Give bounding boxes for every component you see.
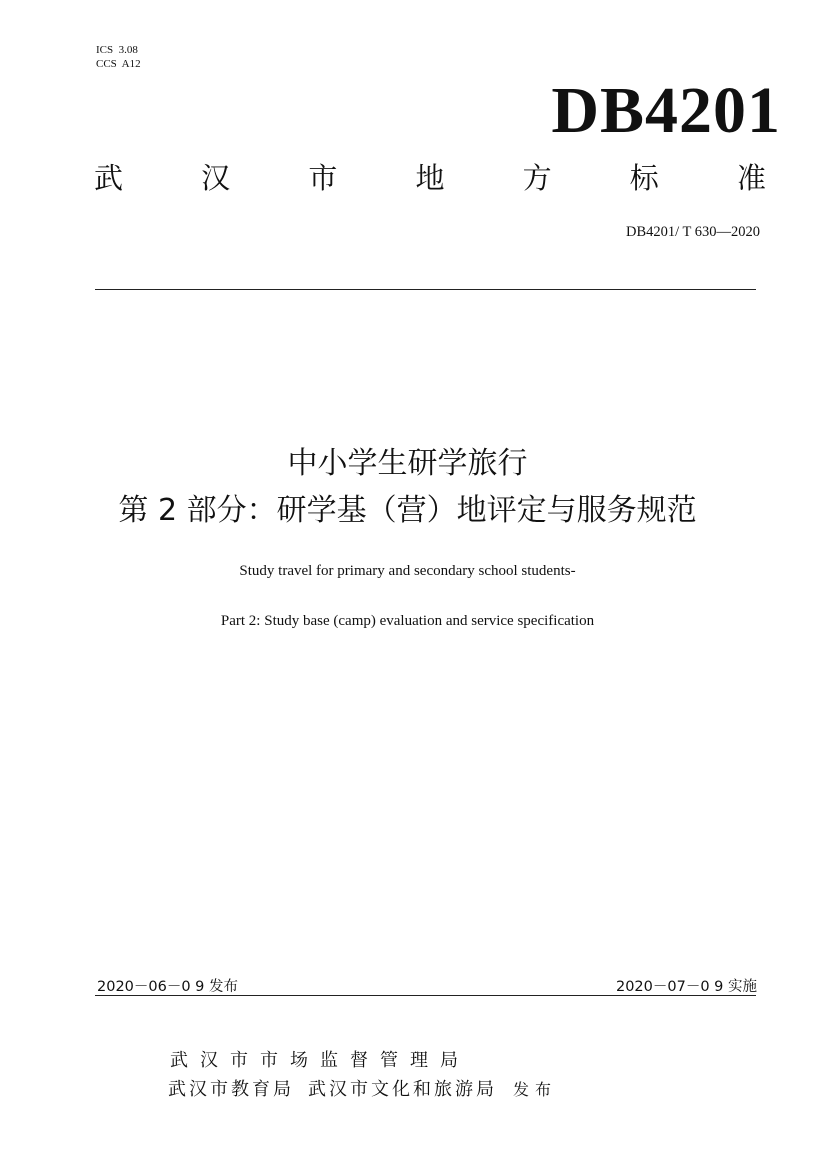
issuing-authority-2: 武汉市教育局 bbox=[168, 1079, 294, 1100]
english-title-line-1: Study travel for primary and secondary school students- bbox=[239, 563, 576, 579]
standard-type-char: 市 bbox=[308, 161, 338, 195]
issuing-authority-3: 武汉市文化和旅游局 bbox=[308, 1079, 497, 1100]
standard-type-char: 标 bbox=[629, 161, 659, 195]
footer-divider bbox=[95, 995, 756, 996]
classification-codes bbox=[96, 43, 141, 71]
publish-label: 发布 bbox=[513, 1080, 558, 1099]
standard-number: DB4201/ T 630—2020 bbox=[625, 224, 760, 240]
standard-type-char: 准 bbox=[736, 161, 766, 195]
header-divider bbox=[95, 289, 756, 290]
issue-date: 2020－06－0 9 发布 bbox=[97, 979, 239, 995]
issuing-authorities-line-2 bbox=[168, 1075, 557, 1101]
ccs-code: CCS A12 bbox=[96, 58, 141, 70]
standard-type-char: 武 bbox=[94, 161, 124, 195]
standard-type-char: 汉 bbox=[201, 161, 231, 195]
standard-type-char: 地 bbox=[415, 161, 445, 195]
chinese-title bbox=[0, 440, 815, 534]
standard-type-title bbox=[94, 158, 766, 198]
english-title-line-2: Part 2: Study base (camp) evaluation and service specification bbox=[220, 613, 595, 629]
chinese-title-line-1: 中小学生研学旅行 bbox=[287, 446, 528, 481]
standard-code-logo: DB4201 bbox=[551, 74, 781, 147]
ics-code: ICS 3.08 bbox=[96, 44, 138, 56]
chinese-title-line-2: 第 2 部分：研学基（营）地评定与服务规范 bbox=[118, 493, 697, 528]
issuing-authority-1: 武汉市市场监督管理局 bbox=[170, 1050, 470, 1071]
standard-type-char: 方 bbox=[522, 161, 552, 195]
implementation-date: 2020－07－0 9 实施 bbox=[615, 979, 757, 995]
